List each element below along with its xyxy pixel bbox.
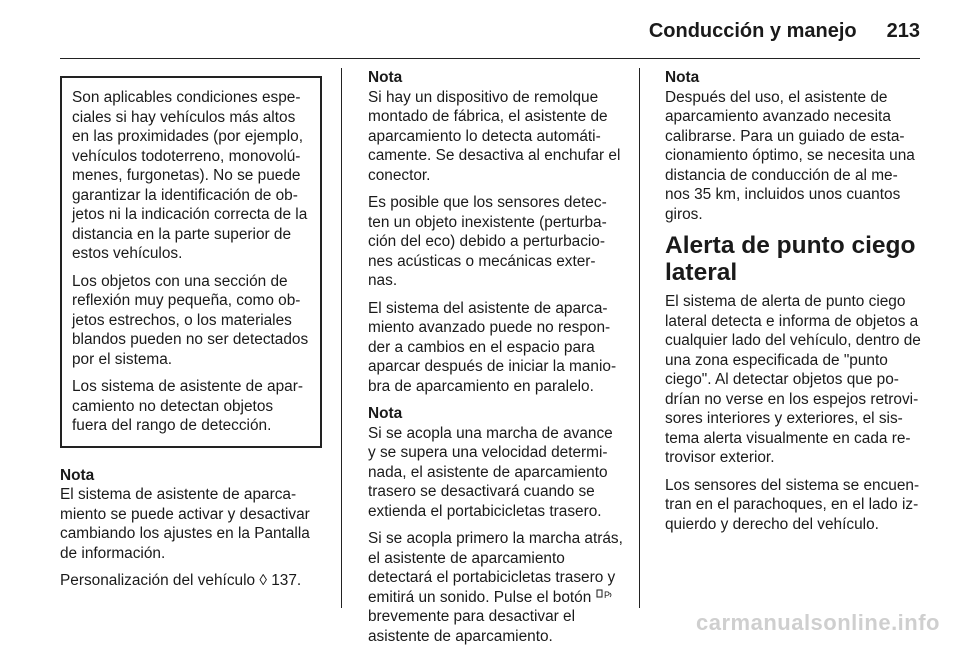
note-text: Si hay un dispositivo de remolque montado de fábrica, el asistente de aparcamiento lo detecta automáti-camente. Se desactiva al enchufar el conector.: [368, 88, 621, 184]
note: [368, 68, 624, 185]
note-label: Nota: [368, 69, 403, 86]
parking-assist-icon: [596, 588, 614, 608]
section-title: Conducción y manejo: [648, 19, 857, 42]
page-header: [60, 14, 920, 48]
reference-arrow-icon: ◊: [259, 572, 267, 589]
paragraph-text: Si se acopla primero la marcha atrás, el asistente de aparcamiento detectará el portabicicletas trasero y emitirá un sonido. Pulse el botón: [368, 530, 623, 606]
column-1: [60, 68, 322, 599]
note-text: Si se acopla una marcha de avance y se supera una velocidad determi-nada, el asistente de aparcamiento trasero se desactivará cuando se extienda el portabicicletas trasero.: [368, 424, 613, 520]
note-label: Nota: [60, 466, 95, 484]
paragraph: Es posible que los sensores detec-ten un objeto inexistente (perturba-ción del eco) debido a perturbacio-nes acústicas o mecánicas exter-nas.: [368, 194, 607, 289]
section-heading: Alerta de punto ciego lateral: [665, 232, 916, 286]
column-3: [665, 68, 921, 542]
watermark: carmanualsonline.info: [696, 610, 940, 635]
box-paragraph: Los objetos con una sección de reflexión muy pequeña, como ob-jetos estrechos, o los materiales blandos pueden no ser detectados por el sistema.: [72, 272, 309, 368]
paragraph: El sistema de alerta de punto ciego lateral detecta e informa de objetos a cualquier lado del vehículo, dentro de una zona especificada de "punto ciego". Al detectar objetos que po-drían no verse en los espejos retrovi-sores interiores y exteriores, el sis-tema alerta visualmente en cada re-trovisor exterior.: [665, 293, 921, 466]
note-label: Nota: [368, 405, 403, 422]
note: [665, 68, 921, 224]
note: [368, 404, 624, 521]
caution-box: [60, 76, 322, 448]
paragraph: [368, 529, 624, 646]
note-label: Nota: [665, 69, 700, 86]
paragraph: El sistema del asistente de aparca-miento avanzado puede no respon-der a cambios en el espacio para aparcar después de iniciar la manio-bra de aparcamiento en paralelo.: [368, 299, 617, 395]
reference-page: 137.: [271, 572, 302, 589]
cross-reference: [60, 571, 322, 591]
box-paragraph: Son aplicables condiciones espe-ciales si hay vehículos más altos en las proximidades (por ejemplo, vehículos todoterreno, monovolú-menes, furgonetas). No se puede garantizar la identificación de ob-jetos ni la indicación correcta de la distancia en la parte superior de estos vehículos.: [72, 89, 308, 262]
box-paragraph: Los sistema de asistente de apar-camiento no detectan objetos fuera del rango de detección.: [72, 378, 303, 434]
page-number: 213: [886, 19, 920, 42]
svg-text:P: P: [603, 589, 609, 600]
header-rule: [60, 58, 920, 59]
note: [60, 466, 322, 564]
column-divider: [639, 68, 640, 608]
note-text: Después del uso, el asistente de aparcamiento avanzado necesita calibrarse. Para un guiado de esta-cionamiento óptimo, se necesita una distancia de conducción de al me-nos 35 km, incluidos unos cuantos giros.: [665, 88, 915, 223]
column-2: [368, 68, 624, 654]
column-divider: [341, 68, 342, 608]
reference-text: Personalización del vehículo: [60, 572, 256, 589]
paragraph-text: brevemente para desactivar el asistente de aparcamiento.: [368, 608, 576, 645]
note-text: El sistema de asistente de aparca-miento se puede activar y desactivar cambiando los ajustes en la Pantalla de información.: [60, 486, 310, 562]
paragraph: Los sensores del sistema se encuen-tran en el parachoques, en el lado iz-quierdo y derecho del vehículo.: [665, 476, 920, 533]
